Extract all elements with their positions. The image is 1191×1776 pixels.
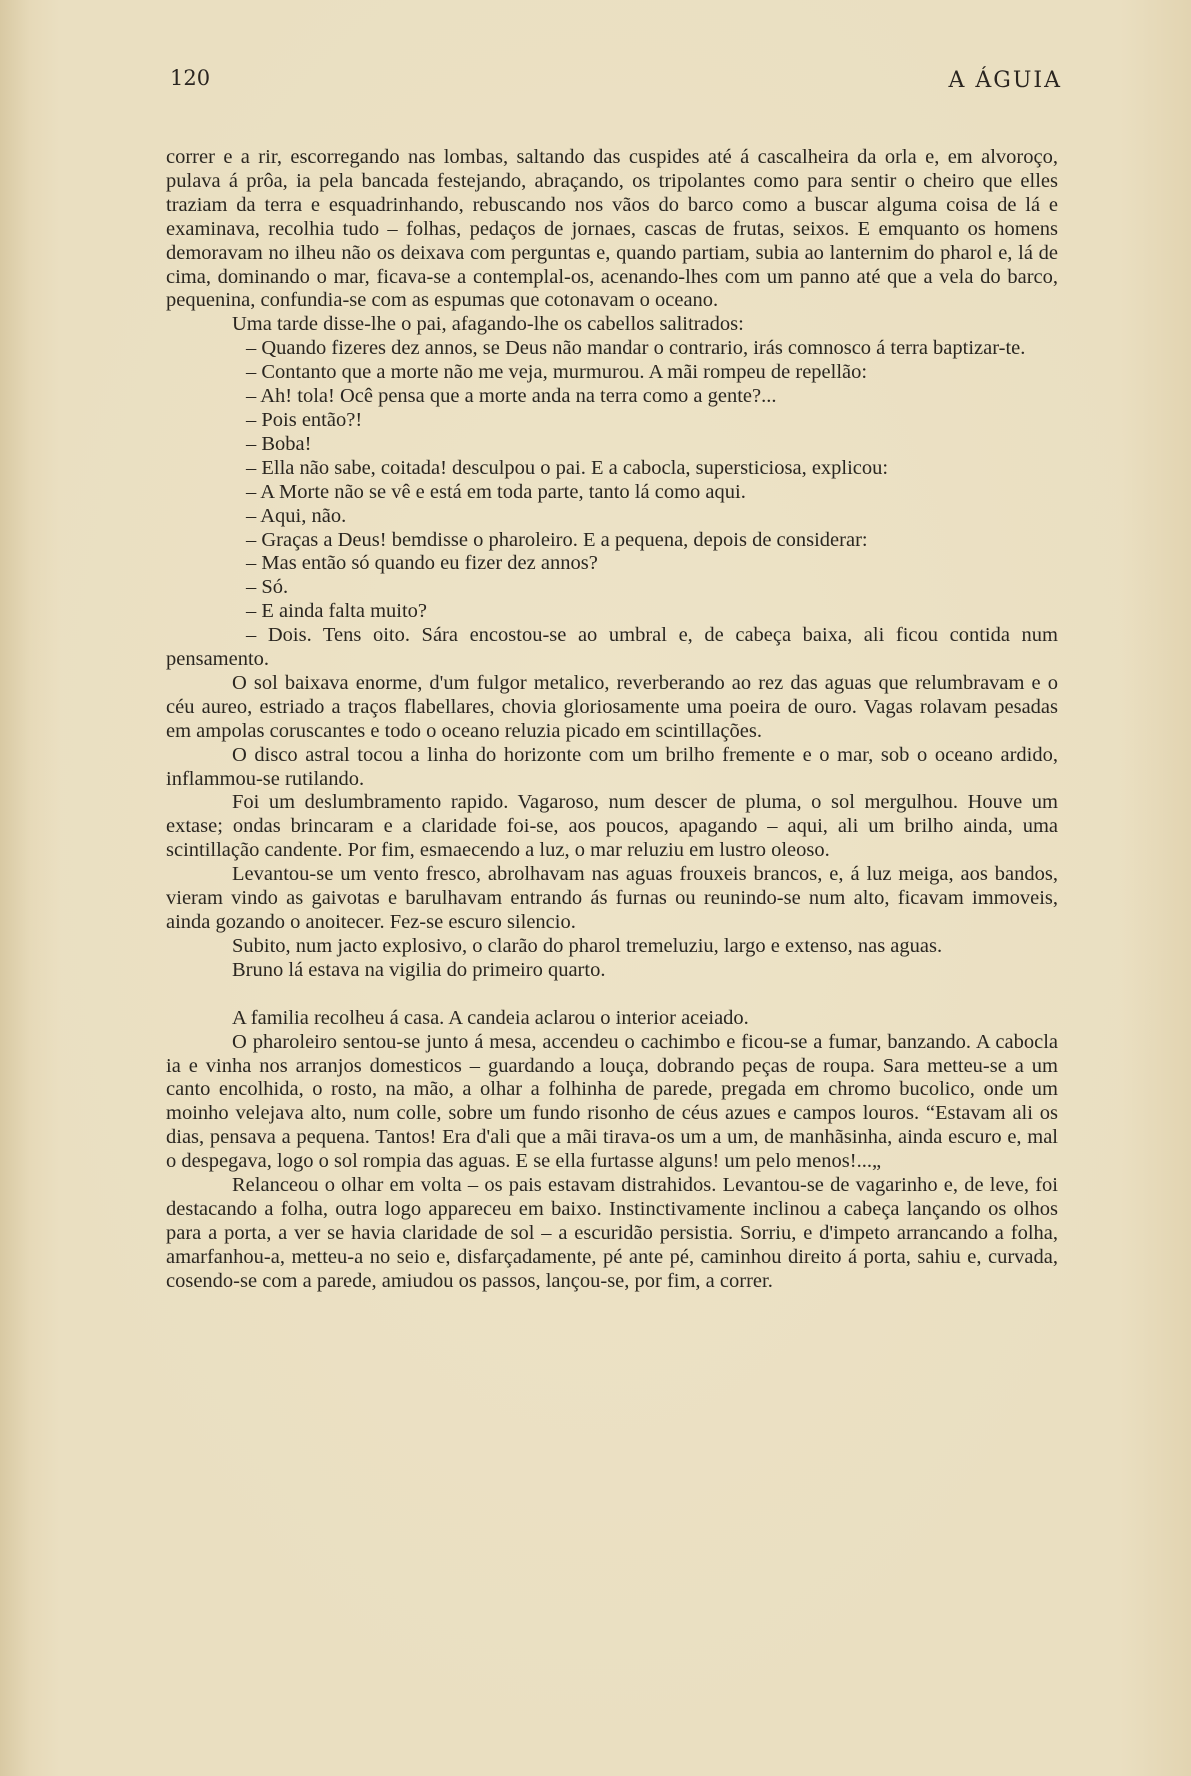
paragraph: O sol baixava enorme, d'um fulgor metalico, reverberando ao rez das aguas que relumbravam e o céu aureo, estriado a traços flabellares, chovia gloriosamente uma poeira de ouro. Vagas rolavam pesadas em ampolas coruscantes e todo o oceano reluzia picado em scintillações. [166,671,1058,742]
dialogue-paragraph: – Dois. Tens oito. Sára encostou-se ao umbral e, de cabeça baixa, ali ficou contida num pensamento. [166,624,1058,671]
dialogue-paragraph: – Quando fizeres dez annos, se Deus não mandar o contrario, irás comnosco á terra baptizar-te. [246,337,1026,360]
paragraph: Subito, num jacto explosivo, o clarão do pharol tremeluziu, largo e extenso, nas aguas. [232,934,943,957]
paragraph: Relanceou o olhar em volta – os pais estavam distrahidos. Levantou-se de vagarinho e, de leve, foi destacando a folha, outra logo appareceu em baixo. Instinctivamente inclinou a cabeça lançando os olhos para a porta, a ver se havia claridade de sol – a escuridão persistia. Sorriu, e d'impeto arrancando a folha, amarfanhou-a, metteu-a no seio e, disfarçadamente, pé ante pé, caminhou direito á porta, sahiu e, curvada, cosendo-se com a parede, amiudou os passos, lançou-se, por fim, a correr. [166,1174,1058,1292]
paragraph: Levantou-se um vento fresco, abrolhavam nas aguas frouxeis brancos, e, á luz meiga, aos bandos, vieram vindo as gaivotas e barulhavam entrando ás furnas ou reunindo-se num alto, ficavam immoveis, ainda gozando o anoitecer. Fez-se escuro silencio. [166,863,1058,933]
dialogue-paragraph: – Graças a Deus! bemdisse o pharoleiro. E a pequena, depois de considerar: [246,528,868,551]
page-number: 120 [170,66,211,90]
dialogue-paragraph: – Aqui, não. [246,504,347,527]
dialogue-paragraph: – E ainda falta muito? [246,600,428,623]
body-text [166,146,1058,1294]
paragraph: Uma tarde disse-lhe o pai, afagando-lhe os cabellos salitrados: [232,313,744,336]
dialogue-paragraph: – Contanto que a morte não me veja, murmurou. A mãi rompeu de repellão: [246,361,868,384]
dialogue-paragraph: – Ah! tola! Ocê pensa que a morte anda na terra como a gente?... [246,385,777,408]
paragraph: O disco astral tocou a linha do horizonte com um brilho fremente e o mar, sob o oceano ardido, inflammou-se rutilando. [166,743,1058,790]
dialogue-paragraph: – Ella não sabe, coitada! desculpou o pai. E a cabocla, supersticiosa, explicou: [246,456,889,479]
paragraph: Foi um deslumbramento rapido. Vagaroso, num descer de pluma, o sol mergulhou. Houve um extase; ondas brincaram e a claridade foi-se, aos poucos, apagando – aqui, ali um brilho ainda, uma scintillação candente. Por fim, esmaecendo a luz, o mar reluziu em lustro oleoso. [166,791,1058,862]
dialogue-paragraph: – Só. [246,576,289,599]
paragraph: O pharoleiro sentou-se junto á mesa, accendeu o cachimbo e ficou-se a fumar, banzando. A cabocla ia e vinha nos arranjos domesticos – guardando a louça, dobrando peças de roupa. Sara metteu-se a um canto encolhida, o rosto, na mão, a olhar a folhinha de parede, pregada em chromo bucolico, onde um moinho velejava alto, num colle, sobre um fundo risonho de céus azues e campos louros. “Estavam ali os dias, pensava a pequena. Tantos! Era d'ali que a mãi tirava-os um a um, de manhãsinha, ainda escuro e, mal o despegava, logo o sol rompia das aguas. E se ella furtasse alguns! um pelo menos!...„ [166,1030,1058,1173]
running-title: A ÁGUIA [948,68,1062,93]
dialogue-paragraph: – Pois então?! [246,408,363,431]
page-header [170,66,1062,102]
paragraph: Bruno lá estava na vigilia do primeiro quarto. [232,958,606,981]
dialogue-paragraph: – Boba! [246,432,312,455]
section-break [166,983,1058,1007]
dialogue-paragraph: – Mas então só quando eu fizer dez annos? [246,552,598,575]
dialogue-paragraph: – A Morte não se vê e está em toda parte, tanto lá como aqui. [246,480,746,503]
paragraph: correr e a rir, escorregando nas lombas, saltando das cuspides até á cascalheira da orla e, em alvoroço, pulava á prôa, ia pela bancada festejando, abraçando, os tripolantes como para sentir o cheiro que elles traziam da terra e esquadrinhando, rebuscando nos vãos do barco como a buscar alguma coisa de lá e examinava, recolhia tudo – folhas, pedaços de jornaes, cascas de frutas, seixos. E emquanto os homens demoravam no ilheu não os deixava com perguntas e, quando partiam, subia ao lanternim do pharol e, lá de cima, dominando o mar, ficava-se a contemplal-os, acenando-lhes com um panno até que a vela do barco, pequenina, confundia-se com as espumas que cotonavam o oceano. [166,146,1058,312]
paragraph: A familia recolheu á casa. A candeia aclarou o interior aceiado. [232,1006,749,1029]
